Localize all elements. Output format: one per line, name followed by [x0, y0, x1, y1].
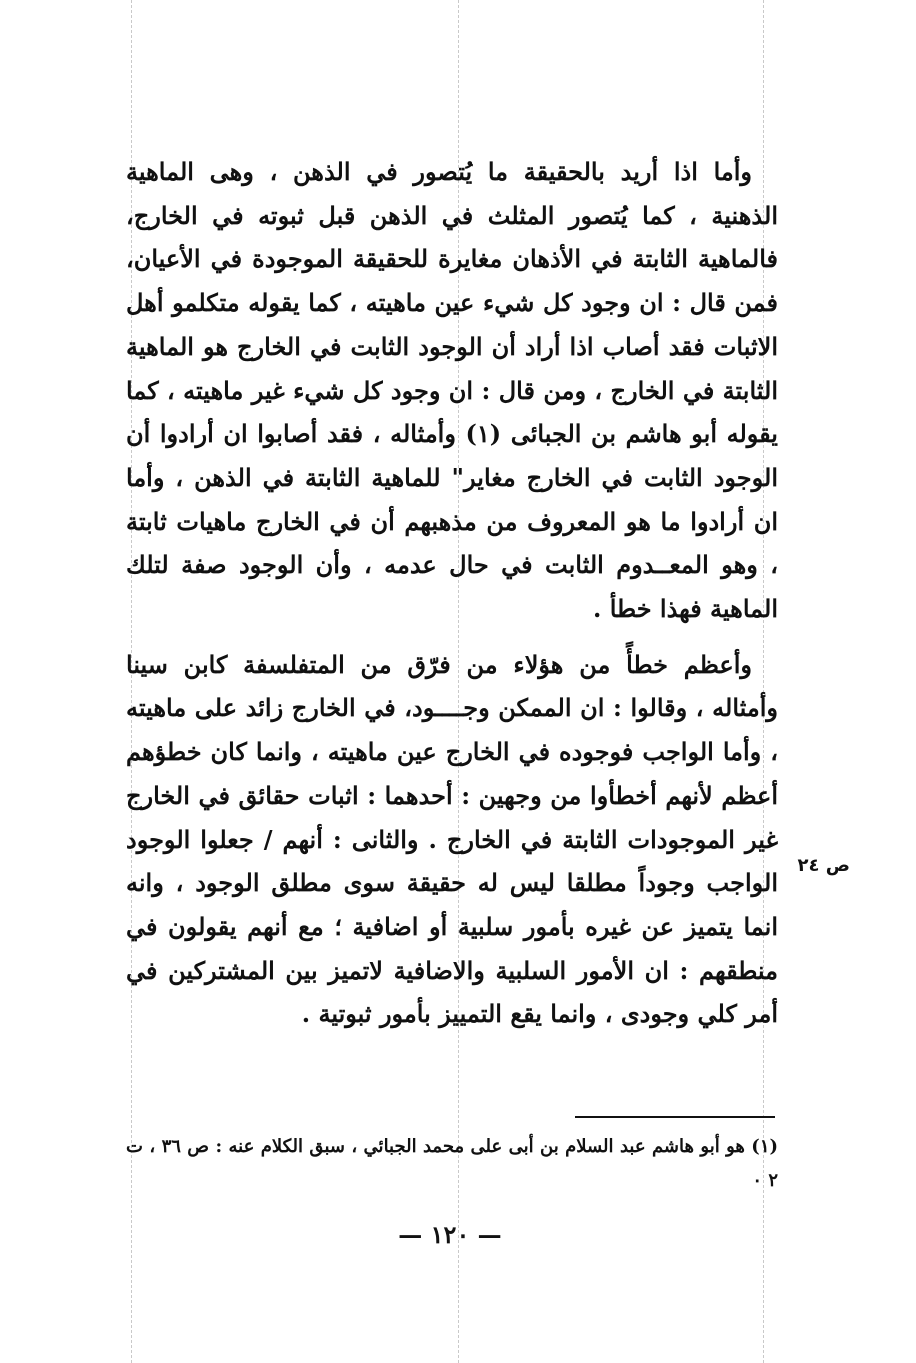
footnote-divider	[575, 1116, 775, 1118]
main-text	[126, 150, 778, 1036]
paragraph-2: وأعظم خطأً من هؤلاء من فرّق من المتفلسفة كابن سينا وأمثاله ، وقالوا : ان الممكن وجــــود، في الخارج زائد على ماهيته ، وأما الواجب فوجوده في الخارج عين ماهيته ، وانما كان خطؤهم أعظم لأنهم أخطأوا من وجهين : أحدهما : اثبات حقائق في الخارج غير الموجودات الثابتة في الخارج . والثانى : أنهم / جعلوا الوجود الواجب وجوداً مطلقا ليس له حقيقة سوى مطلق الوجود ، وانه انما يتميز عن غيره بأمور سلبية أو اضافية ؛ مع أنهم يقولون في منطقهم : ان الأمور السلبية والاضافية لاتميز بين المشتركين في أمر كلي وجودى ، وانما يقع التمييز بأمور ثبوتية .	[126, 649, 778, 1029]
paragraph-1: وأما اذا أريد بالحقيقة ما يُتصور في الذهن ، وهى الماهية الذهنية ، كما يُتصور المثلث في الذهن قبل ثبوته في الخارج، فالماهية الثابتة في الأذهان مغايرة للحقيقة الموجودة في الأعيان، فمن قال : ان وجود كل شيء عين ماهيته ، كما يقوله متكلمو أهل الاثبات فقد أصاب اذا أراد أن الوجود الثابت في الخارج هو الماهية الثابتة في الخارج ، ومن قال : ان وجود كل شيء غير ماهيته ، كما يقوله أبو هاشم بن الجبائى (١) وأمثاله ، فقد أصابوا ان أرادوا أن الوجود الثابت في الخارج مغاير" للماهية الثابتة في الذهن ، وأما ان أرادوا ما هو المعروف من مذهبهم أن في الخارج ماهيات ثابتة ، وهو المعــدوم الثابت في حال عدمه ، وأن الوجود صفة لتلك الماهية فهذا خطأ .	[126, 157, 778, 624]
page-number: — ١٢٠ —	[398, 1220, 502, 1249]
margin-page-reference: ص ٢٤	[797, 855, 850, 876]
footnote: (١) هو أبو هاشم عبد السلام بن أبى على محمد الجبائي ، سبق الكلام عنه : ص ٣٦ ، ت ٢ ٠	[126, 1136, 779, 1191]
